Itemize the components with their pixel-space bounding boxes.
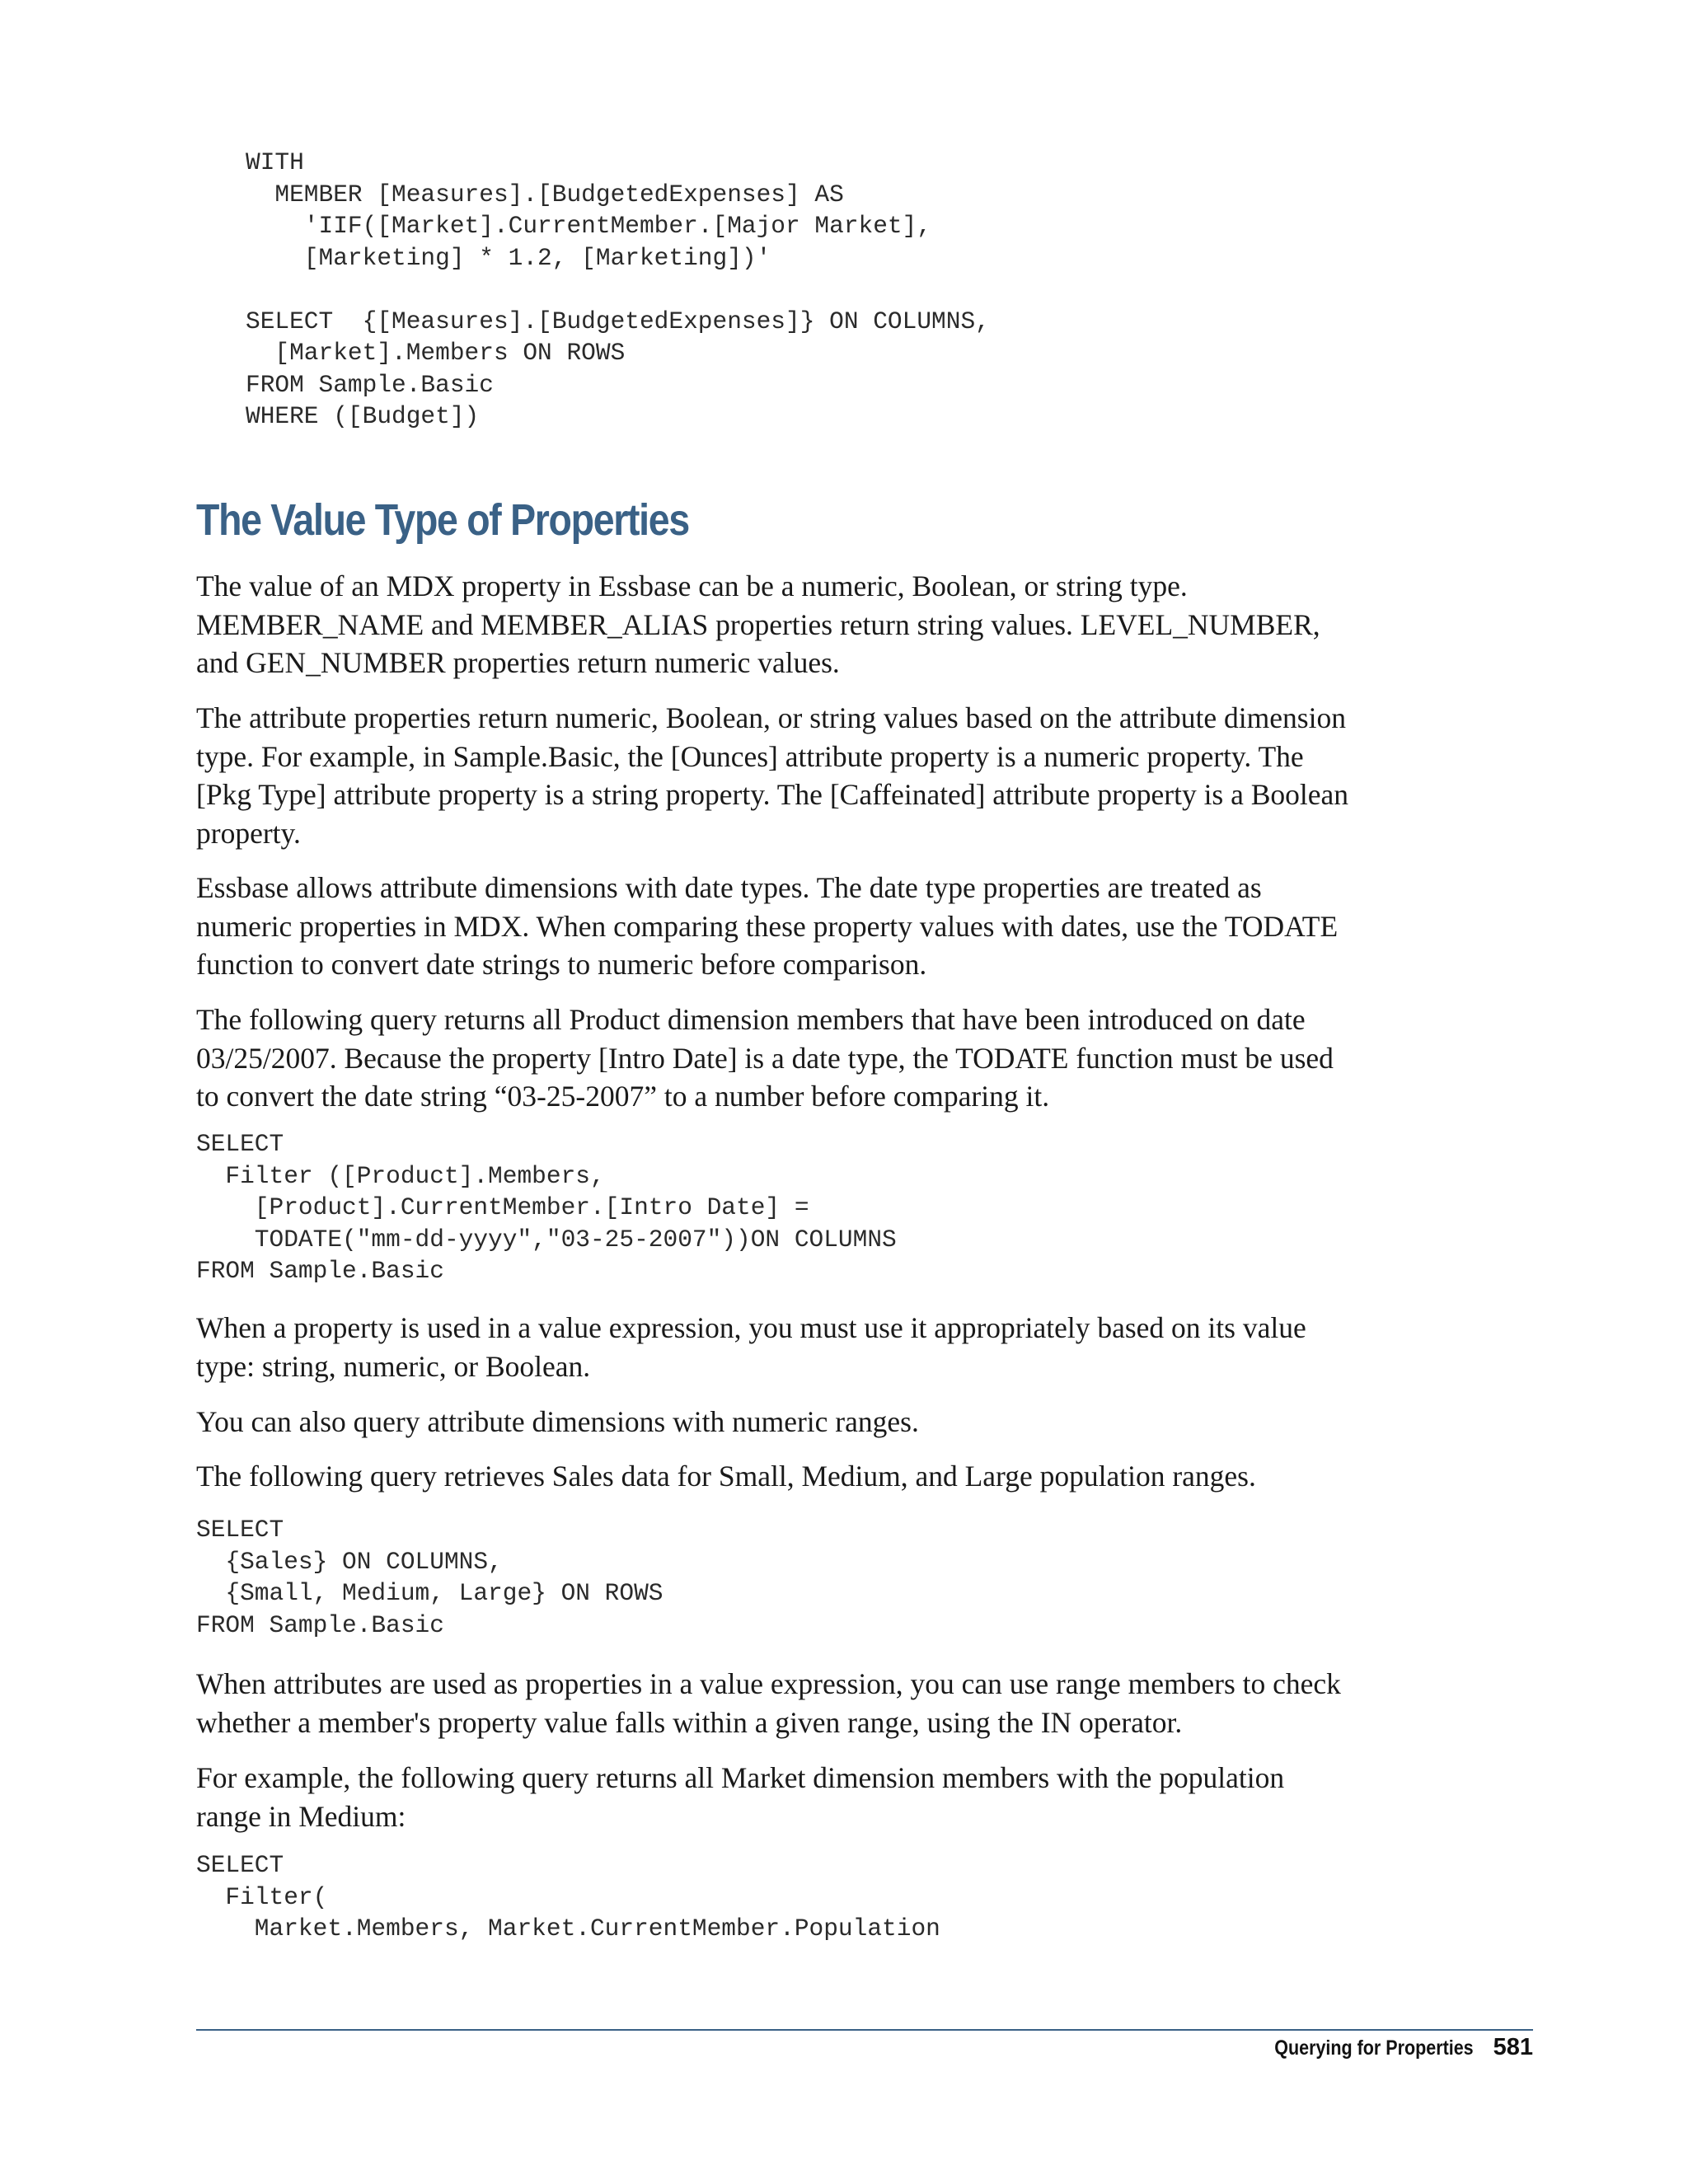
paragraph-date-types: Essbase allows attribute dimensions with date types. The date type properties are treated as numeric properties in MDX. When comparing these property values with dates, use the TODATE function to convert date strings to numeric before comparison.: [196, 871, 1339, 981]
paragraph-attribute-properties: The attribute properties return numeric, Boolean, or string values based on the attribute dimension type. For example, in Sample.Basic, the [Ounces] attribute property is a numeric property. The [Pkg Type] attribute property is a string property. The [Caffeinated] attribute property is a Boolean property.: [196, 701, 1349, 850]
footer-rule: [196, 2029, 1533, 2031]
page-number: 581: [1493, 2034, 1533, 2060]
footer-section-title: Querying for Properties: [1274, 2036, 1474, 2060]
paragraph-sales-query: The following query retrieves Sales data for Small, Medium, and Large population ranges.: [196, 1460, 1256, 1493]
paragraph-numeric-ranges: You can also query attribute dimensions with numeric ranges.: [196, 1405, 919, 1438]
code-block-budgeted-expenses: WITH MEMBER [Measures].[BudgetedExpenses] AS 'IIF([Market].CurrentMember.[Major Market], [Marketing] * 1.2, [Marketing])' SELECT {[Measures].[BudgetedExpenses]} ON COLUMNS, [Market].Members ON ROWS FROM Sample.Basic WHERE ([Budget]): [246, 148, 990, 430]
code-block-todate-filter: SELECT Filter ([Product].Members, [Product].CurrentMember.[Intro Date] = TODATE("mm-dd-yyyy","03-25-2007"))ON COLUMNS FROM Sample.Basic: [196, 1130, 897, 1285]
paragraph-range-members: When attributes are used as properties in a value expression, you can use range members to check whether a member's property value falls within a given range, using the IN operator.: [196, 1667, 1341, 1739]
section-heading: The Value Type of Properties: [196, 495, 689, 545]
paragraph-value-types: The value of an MDX property in Essbase can be a numeric, Boolean, or string type. MEMBER_NAME and MEMBER_ALIAS properties return string values. LEVEL_NUMBER, and GEN_NUMBER properties return numeric values.: [196, 569, 1320, 679]
paragraph-todate-query: The following query returns all Product dimension members that have been introduced on date 03/25/2007. Because the property [Intro Date] is a date type, the TODATE function must be used to convert the date string “03-25-2007” to a number before comparing it.: [196, 1003, 1334, 1113]
page-footer: [1242, 2034, 1533, 2061]
code-block-population-ranges: SELECT {Sales} ON COLUMNS, {Small, Medium, Large} ON ROWS FROM Sample.Basic: [196, 1516, 663, 1639]
paragraph-value-expression: When a property is used in a value expression, you must use it appropriately based on its value type: string, numeric, or Boolean.: [196, 1311, 1306, 1383]
paragraph-medium-example: For example, the following query returns all Market dimension members with the population range in Medium:: [196, 1761, 1285, 1833]
code-block-market-filter: SELECT Filter( Market.Members, Market.CurrentMember.Population: [196, 1851, 940, 1943]
